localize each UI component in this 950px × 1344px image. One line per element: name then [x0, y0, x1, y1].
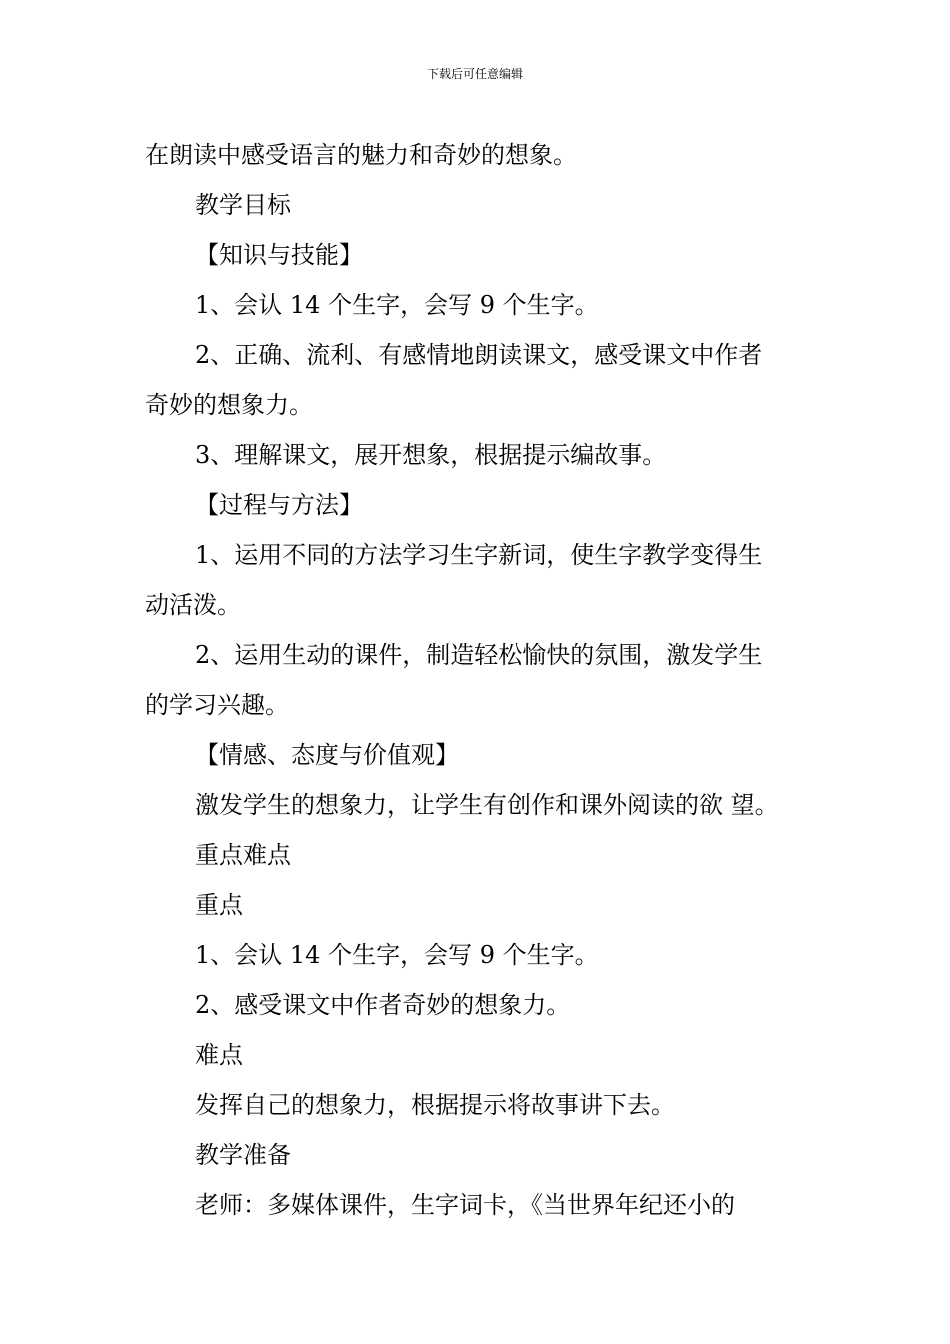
- text-line: 动活泼。: [145, 591, 241, 619]
- document-body: [145, 130, 825, 1230]
- text-line: 教学目标: [195, 191, 291, 219]
- text-line: 1、会认 14 个生字，会写 9 个生字。: [195, 291, 599, 319]
- text-line: 的学习兴趣。: [145, 691, 289, 719]
- text-line: 教学准备: [195, 1141, 291, 1169]
- text-line: 发挥自己的想象力，根据提示将故事讲下去。: [195, 1091, 675, 1119]
- text-line: 在朗读中感受语言的魅力和奇妙的想象。: [145, 141, 577, 169]
- text-line: 难点: [195, 1041, 243, 1069]
- text-line: 1、会认 14 个生字，会写 9 个生字。: [195, 941, 599, 969]
- text-line: 【知识与技能】: [195, 241, 363, 269]
- text-line: 奇妙的想象力。: [145, 391, 313, 419]
- text-line: 2、运用生动的课件，制造轻松愉快的氛围，激发学生: [195, 641, 763, 669]
- text-line: 重点: [195, 891, 243, 919]
- text-line: 【过程与方法】: [195, 491, 363, 519]
- page-header: 下载后可任意编辑: [426, 67, 523, 81]
- text-line: 2、感受课文中作者奇妙的想象力。: [195, 991, 571, 1019]
- text-line: 2、正确、流利、有感情地朗读课文，感受课文中作者: [195, 341, 763, 369]
- text-line: 老师：多媒体课件，生字词卡，《当世界年纪还小的: [195, 1191, 735, 1219]
- text-line: 【情感、态度与价值观】: [195, 741, 459, 769]
- text-line: 激发学生的想象力，让学生有创作和课外阅读的欲 望。: [195, 791, 779, 819]
- text-line: 重点难点: [195, 841, 291, 869]
- text-line: 3、理解课文，展开想象，根据提示编故事。: [195, 441, 667, 469]
- text-line: 1、运用不同的方法学习生字新词，使生字教学变得生: [195, 541, 763, 569]
